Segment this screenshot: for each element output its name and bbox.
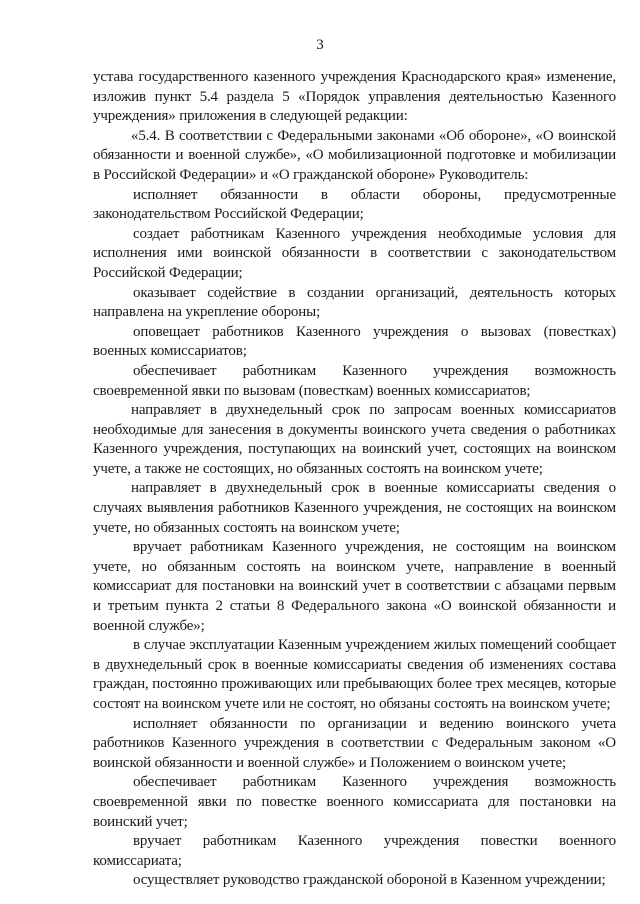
paragraph-ensure-appearance: обеспечивает работникам Казенного учреждения возможность своевременной явки по вызовам (повесткам) военных комиссариатов;	[93, 362, 616, 399]
paragraph-report-unregistered: направляет в двухнедельный срок в военные комиссариаты сведения о случаях выявления работников Казенного учреждения, не состоящих на воинском учете, но обязанных состоять на воинском учете;	[93, 480, 616, 536]
page-number: 3	[316, 37, 324, 53]
document-body	[93, 68, 616, 891]
paragraph-send-records: направляет в двухнедельный срок по запросам военных комиссариатов необходимые для занесения в документы воинского учета сведения о работниках Казенного учреждения, поступающих на воинский учет, состоящих на воинском учете, а также не состоящих, но обязанных состоять на воинском учете;	[93, 402, 616, 477]
paragraph-deliver-summons: вручает работникам Казенного учреждения повестки военного комиссариата;	[93, 833, 616, 869]
paragraph-civil-defense: осуществляет руководство гражданской обороной в Казенном учреждении;	[133, 872, 606, 889]
paragraph-notify-summons: оповещает работников Казенного учреждения о вызовах (повестках) военных комиссариатов;	[93, 323, 616, 360]
paragraph-housing-changes: в случае эксплуатации Казенным учреждением жилых помещений сообщает в двухнедельный срок в военные комиссариаты сведения об изменениях состава граждан, постоянно проживающих или пребывающих более трех месяцев, которые состоят на воинском учете или не состоят, но обязаны состоять на воинском учете;	[93, 637, 616, 712]
paragraph-conditions-military-duty: создает работникам Казенного учреждения необходимые условия для исполнения ими воинской обязанности в соответствии с законодательством Российской Федерации;	[93, 225, 616, 281]
paragraph-clause-5-4: «5.4. В соответствии с Федеральными законами «Об обороне», «О воинской обязанности и военной службе», «О мобилизационной подготовке и мобилизации в Российской Федерации» и «О гражданской обороне» Руководитель:	[93, 127, 616, 183]
paragraph-military-registration: исполняет обязанности по организации и ведению воинского учета работников Казенного учреждения в соответствии с Федеральным законом «О воинской обязанности и военной службе» и Положением о воинском учете;	[93, 715, 616, 771]
paragraph-defense-duties: исполняет обязанности в области обороны, предусмотренные законодательством Российской Федерации;	[93, 186, 616, 223]
paragraph-hand-referral: вручает работникам Казенного учреждения, не состоящим на воинском учете, но обязанным состоять на воинском учете, направление в военный комиссариат для постановки на воинский учет в соответствии с абзацами первым и третьим пункта 2 статьи 8 Федерального закона «О воинской обязанности и военной службе»;	[93, 539, 616, 634]
paragraph-ensure-registration-appearance: обеспечивает работникам Казенного учреждения возможность своевременной явки по повестке военного комиссариата для постановки на воинский учет;	[93, 774, 616, 830]
paragraph-assist-organizations: оказывает содействие в создании организаций, деятельность которых направлена на укрепление обороны;	[93, 284, 616, 321]
paragraph-amendment-intro: устава государственного казенного учреждения Краснодарского края» изменение, изложив пункт 5.4 раздела 5 «Порядок управления деятельностью Казенного учреждения» приложения в следующей редакции:	[93, 69, 616, 125]
